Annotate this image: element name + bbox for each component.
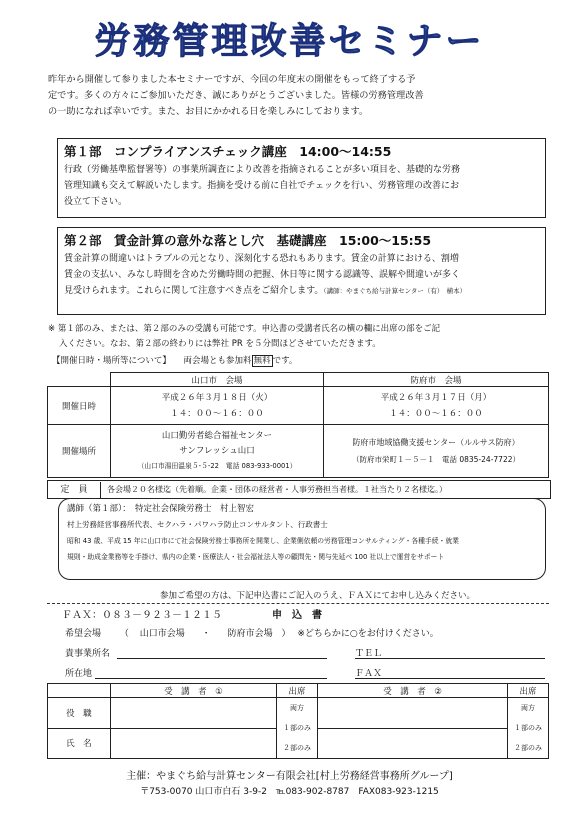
note-line: 入ください。なお、第２部の終わりには弊社 PR を５分間ほどさせていただきます。 xyxy=(59,339,381,349)
section-2-line: 賃金計算の間違いはトラブルの元となり、深刻化する恐れもあります。賃金の計算における、割増 xyxy=(64,254,459,264)
yamaguchi-time: １４：００～１６：００ xyxy=(170,408,264,419)
option-both[interactable]: 両方 xyxy=(521,704,536,712)
apply-instruction: 参加ご希望の方は、下記申込書にご記入のうえ、ＦＡＸにてお申し込みください。 xyxy=(160,591,476,601)
section-1-line: 行政（労働基準監督署等）の事業所調査により改善を指摘されることが多い項目を、基礎的な労務 xyxy=(64,165,461,175)
fee-suffix: です。 xyxy=(272,356,298,366)
company-row xyxy=(65,646,545,660)
venue-option-hofu[interactable]: 防府市会場 xyxy=(227,629,273,639)
notes xyxy=(48,322,548,352)
note-line: ※ 第１部のみ、または、第２部のみの受講も可能です。申込書の受講者氏名の横の欄に出席の部をご記 xyxy=(48,324,441,334)
row-head-date: 開催日時 xyxy=(48,387,111,425)
schedule-label-line xyxy=(52,354,297,366)
section-2-body xyxy=(64,251,539,299)
paren-open: （ xyxy=(119,629,129,639)
option-part1[interactable]: １部のみ xyxy=(283,724,311,732)
hofu-date: 平成２６年３月１７日（月） xyxy=(380,392,492,403)
intro-line: 定です。多くの方々にご参加いただき、誠にありがとうございました。皆様の労務管理改善 xyxy=(48,90,424,101)
attend-1-options[interactable] xyxy=(277,698,318,759)
tel-label: ＴＥＬ xyxy=(355,649,383,659)
venue-col-hofu: 防府市 会場 xyxy=(324,373,549,387)
company-label: 貴事業所名 xyxy=(65,649,111,659)
lecturer-box xyxy=(58,498,546,580)
hofu-time: １４：００～１６：００ xyxy=(389,408,483,419)
attendee-2-header: 受 講 者 ② xyxy=(317,684,507,698)
fax-field[interactable] xyxy=(355,666,545,679)
attend-2-options[interactable] xyxy=(508,698,549,759)
attendee-2-name-field[interactable] xyxy=(317,728,507,759)
footer-address: 〒753-0070 山口市白石 3-9-2 ℡083-902-8787 FAX083-923-1215 xyxy=(140,787,439,797)
hofu-datetime xyxy=(324,387,549,425)
capacity-row xyxy=(47,480,551,499)
company-field[interactable] xyxy=(117,646,327,659)
fax-label: ＦＡＸ xyxy=(355,669,383,679)
desired-venue-label: 希望会場 xyxy=(65,629,102,639)
option-separator: ・ xyxy=(201,629,211,639)
venue-option-yamaguchi[interactable]: 山口市会場 xyxy=(139,629,185,639)
venue-corner xyxy=(48,373,111,387)
paren-close: ） xyxy=(281,629,291,639)
intro-text xyxy=(48,72,548,120)
section-1-line: 役立て下さい。 xyxy=(64,197,128,207)
row-label-name: 氏 名 xyxy=(48,728,111,759)
yamaguchi-date: 平成２６年３月１８日（火） xyxy=(161,392,273,403)
footer-sponsor: 主催：やまぐち給与計算センター有限会社[村上労務経営事務所グループ] xyxy=(126,771,453,782)
hofu-place xyxy=(324,425,549,478)
yamaguchi-place xyxy=(111,425,324,478)
attendee-2-title-field[interactable] xyxy=(317,698,507,729)
address-field[interactable] xyxy=(95,666,327,679)
option-part2[interactable]: ２部のみ xyxy=(514,744,543,752)
venue-hint: ※どちらかに○をお付けください。 xyxy=(297,629,439,639)
section-1-box xyxy=(57,138,546,218)
hofu-address: （防府市栄町１－５－１ 電話 0835-24-7722） xyxy=(351,455,520,464)
yamaguchi-address: （山口市湯田温泉５-５-22 電話 083-933-0001） xyxy=(137,461,297,470)
attend-corner xyxy=(48,684,111,698)
section-1-body xyxy=(64,162,539,210)
yamaguchi-place-subname: サンフレッシュ山口 xyxy=(179,445,255,456)
form-header xyxy=(62,606,532,621)
desired-venue-row xyxy=(65,626,545,639)
lecturer-line: 村上労務経営事務所代表、セクハラ・パワハラ防止コンサルタント、行政書士 xyxy=(67,520,328,529)
section-2-box xyxy=(57,227,546,315)
section-2-credit: （講師：やまぐち給与計算センター（有） 横本） xyxy=(323,287,467,295)
intro-line: の一助になれば幸いです。また、お目にかかれる日を楽しみにしております。 xyxy=(48,106,369,117)
attendee-1-title-field[interactable] xyxy=(110,698,276,729)
venue-table xyxy=(47,372,549,478)
lecturer-line: 昭和 43 歳、平成 15 年に山口市にて社会保険労務士事務所を開業し、企業側依頼の労務管理コンサルティング・各種手続・就業 xyxy=(67,537,459,545)
attendee-table xyxy=(47,683,549,759)
fee-word: 無料 xyxy=(253,356,271,366)
row-head-place: 開催場所 xyxy=(48,425,111,478)
venue-col-yamaguchi: 山口市 会場 xyxy=(111,373,324,387)
section-2-title: 第２部 賃金計算の意外な落とし穴 基礎講座 15:00～15:55 xyxy=(64,233,432,248)
option-part1[interactable]: １部のみ xyxy=(514,724,543,732)
section-1-line: 管理知識も交えて解説いたします。指摘を受ける前に自社でチェックを行い、労務管理の改善にお xyxy=(64,181,460,191)
cut-line xyxy=(47,603,549,604)
attend-2-header: 出席 xyxy=(508,684,549,698)
lecturer-title: 講師（第１部）： 特定社会保険労務士 村上智宏 xyxy=(67,504,255,514)
yamaguchi-datetime xyxy=(111,387,324,425)
section-1-title: 第１部 コンプライアンスチェック講座 14:00～14:55 xyxy=(64,144,392,159)
address-label: 所在地 xyxy=(65,669,93,679)
form-heading: 申 込 書 xyxy=(272,610,322,621)
capacity-text: 各会場２０名様迄（先着順。企業・団体の経営者・人事労務担当者様。１社当たり２名様迄。） xyxy=(107,485,447,494)
fee-prefix: 両会場とも参加料 xyxy=(183,356,252,366)
intro-line: 昨年から開催して参りました本セミナーですが、今回の年度末の開催をもって終了する予 xyxy=(48,74,416,85)
schedule-label: 【開催日時・場所等について】 xyxy=(52,356,171,366)
capacity-label: 定 員 xyxy=(48,482,101,499)
row-label-title: 役 職 xyxy=(48,698,111,729)
option-part2[interactable]: ２部のみ xyxy=(283,744,311,752)
yamaguchi-place-name: 山口勤労者総合福祉センター xyxy=(161,430,273,441)
attendee-1-header: 受 講 者 ① xyxy=(110,684,276,698)
address-row xyxy=(65,666,545,680)
attendee-1-name-field[interactable] xyxy=(110,728,276,759)
tel-field[interactable] xyxy=(355,646,545,659)
option-both[interactable]: 両方 xyxy=(290,704,304,712)
section-2-line: 賃金の支払い、みなし時間を含めた労働時間の把握、休日等に関する認識等、誤解や間違いが多く xyxy=(64,270,461,280)
attend-1-header: 出席 xyxy=(277,684,318,698)
page-title: 労務管理改善セミナー xyxy=(94,21,485,62)
section-2-line-text: 見受けられます。これらに関して注意すべき点をご紹介します。 xyxy=(64,286,324,296)
fax-number: ＦＡＸ：０８３－９２３－１２１５ xyxy=(62,610,222,621)
section-2-line xyxy=(64,283,539,299)
hofu-place-name: 防府市地域協働支援センター（ルルサス防府） xyxy=(352,438,520,447)
lecturer-line: 規則・助成金業務等を手掛け、県内の企業・医療法人・社会福祉法人等の顧問先・関与先延べ 100 社以上で運営をサポート xyxy=(67,553,445,561)
